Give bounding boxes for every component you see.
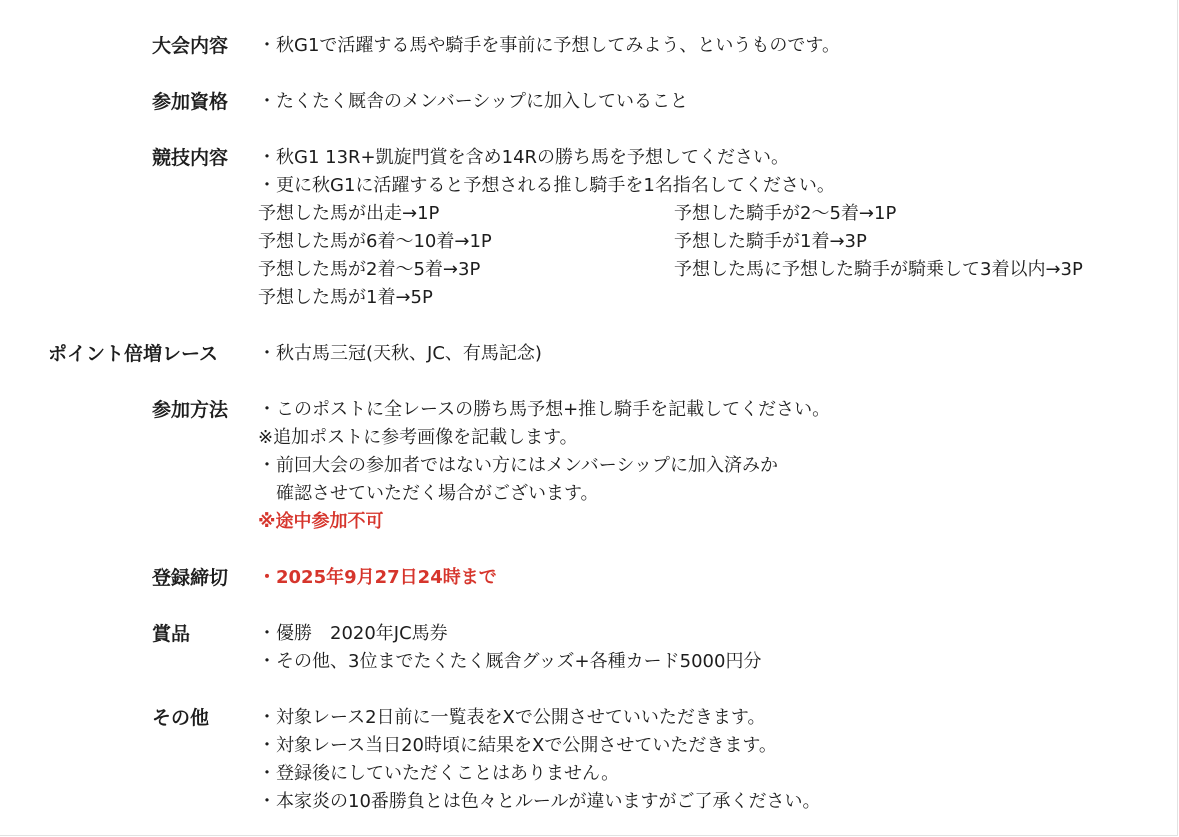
- competition-line: ・更に秋G1に活躍すると予想される推し騎手を1名指名してください。: [258, 175, 835, 196]
- label-tournament: 大会内容: [152, 35, 229, 57]
- other-line: ・登録後にしていただくことはありません。: [258, 763, 620, 784]
- other-line: ・本家炎の10番勝負とは色々とルールが違いますがご了承ください。: [258, 791, 821, 812]
- how-to-join-line: ・このポストに全レースの勝ち馬予想+推し騎手を記載してください。: [258, 399, 831, 420]
- how-to-join-line: ※追加ポストに参考画像を記載します。: [258, 427, 578, 448]
- scoring-horse-item: 予想した馬が1着→5P: [258, 287, 433, 308]
- scoring-jockey-item: 予想した馬に予想した騎手が騎乗して3着以内→3P: [674, 259, 1083, 280]
- scoring-horse-item: 予想した馬が6着〜10着→1P: [258, 231, 492, 252]
- label-how-to-join: 参加方法: [152, 399, 229, 421]
- label-prizes: 賞品: [152, 623, 191, 645]
- how-to-join-line: ・前回大会の参加者ではない方にはメンバーシップに加入済みか: [258, 455, 779, 476]
- no-midway-join-warning: ※途中参加不可: [258, 511, 384, 532]
- eligibility-line: ・たくたく厩舎のメンバーシップに加入していること: [258, 91, 689, 112]
- competition-line: ・秋G1 13R+凱旋門賞を含め14Rの勝ち馬を予想してください。: [258, 147, 790, 168]
- scoring-jockey-item: 予想した騎手が2〜5着→1P: [674, 203, 897, 224]
- scoring-jockey-item: 予想した騎手が1着→3P: [674, 231, 867, 252]
- prize-line: ・優勝 2020年JC馬券: [258, 623, 448, 644]
- label-other: その他: [152, 707, 210, 729]
- tournament-line: ・秋G1で活躍する馬や騎手を事前に予想してみよう、というものです。: [258, 35, 840, 56]
- label-eligibility: 参加資格: [152, 91, 229, 113]
- deadline-value: ・2025年9月27日24時まで: [258, 567, 497, 588]
- other-line: ・対象レース当日20時頃に結果をXで公開させていただきます。: [258, 735, 777, 756]
- label-deadline: 登録締切: [152, 567, 229, 589]
- how-to-join-line: 確認させていただく場合がございます。: [276, 483, 599, 504]
- point-double-line: ・秋古馬三冠(天秋、JC、有馬記念): [258, 343, 542, 364]
- scoring-horse-item: 予想した馬が出走→1P: [258, 203, 440, 224]
- scoring-horse-item: 予想した馬が2着〜5着→3P: [258, 259, 481, 280]
- other-line: ・対象レース2日前に一覧表をXで公開させていいただきます。: [258, 707, 766, 728]
- prize-line: ・その他、3位までたくたく厩舎グッズ+各種カード5000円分: [258, 651, 762, 672]
- label-point-double: ポイント倍増レース: [48, 343, 219, 365]
- label-competition: 競技内容: [152, 147, 229, 169]
